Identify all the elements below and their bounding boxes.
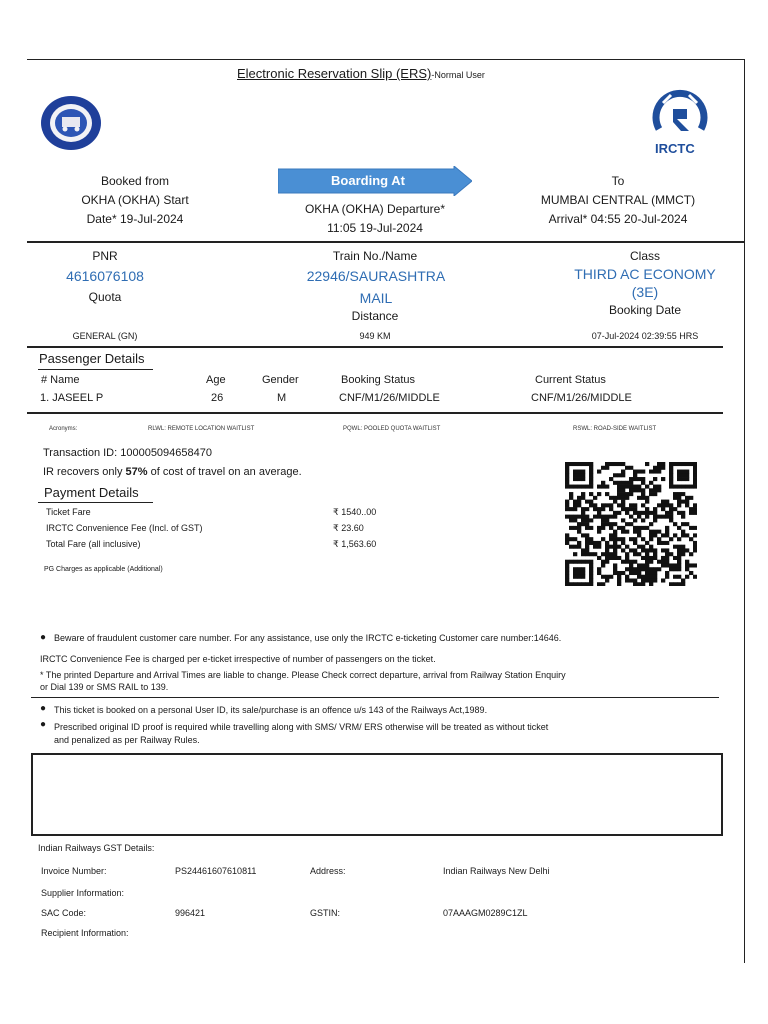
col-header-age: Age [206, 374, 226, 386]
col-header-name: # Name [41, 374, 80, 386]
boarding-time: 11:05 19-Jul-2024 [327, 221, 423, 235]
gstin-label: GSTIN: [310, 908, 341, 918]
acronym-rswl: RSWL: ROAD-SIDE WAITLIST [573, 426, 657, 432]
passenger-age: 26 [211, 392, 224, 404]
invoice-number: PS24461607610811 [175, 866, 257, 876]
ticket-fare-label: Ticket Fare [46, 507, 91, 517]
booked-from-label: Booked from [100, 174, 170, 188]
supplier-info-label: Supplier Information: [41, 888, 125, 898]
divider [27, 412, 723, 414]
irctc-logo [649, 89, 711, 159]
ir-recovery-note: IR recovers only 57% of cost of travel on an average. [43, 466, 302, 478]
passenger-name: 1. JASEEL P [40, 392, 104, 404]
times-note-line1: * The printed Departure and Arrival Times are liable to change. Please Check correct departure, arrival from Railway Station Enquiry [40, 670, 566, 680]
divider [38, 502, 153, 503]
passenger-section-title: Passenger Details [39, 351, 145, 366]
address-value: Indian Railways New Delhi [443, 866, 550, 876]
from-date: Date* 19-Jul-2024 [86, 212, 184, 226]
qr-code [565, 462, 697, 586]
acronym-pqwl: PQWL: POOLED QUOTA WAITLIST [343, 426, 441, 432]
to-label: To [611, 174, 625, 188]
sac-code: 996421 [175, 908, 206, 918]
irctc-logo-text: IRCTC [655, 141, 695, 156]
fraud-warning: Beware of fraudulent customer care number. For any assistance, use only the IRCTC e-ticketing Customer care number:14646. [54, 633, 562, 643]
boarding-at-label: Boarding At [331, 173, 405, 188]
payment-section-title: Payment Details [44, 485, 139, 500]
ticket-fare-value: ₹ 1540..00 [333, 507, 377, 517]
passenger-booking-status: CNF/M1/26/MIDDLE [339, 392, 440, 404]
bullet: ● [40, 632, 47, 643]
train-name-cont: MAIL [359, 290, 393, 306]
class-code: (3E) [631, 284, 659, 300]
total-fare-label: Total Fare (all inclusive) [46, 539, 141, 549]
indian-railways-logo [40, 95, 102, 156]
passenger-gender: M [277, 392, 287, 404]
times-note-line2: or Dial 139 or SMS RAIL to 139. [40, 682, 169, 692]
distance-value: 949 KM [359, 331, 391, 341]
bullet: ● [40, 719, 47, 730]
divider [27, 346, 723, 348]
acronym-rlwl: RLWL: REMOTE LOCATION WAITLIST [148, 426, 255, 432]
divider [31, 697, 719, 698]
pnr-label: PNR [92, 249, 118, 263]
id-proof-note-line2: and penalized as per Railway Rules. [54, 735, 200, 745]
pg-charges-note: PG Charges as applicable (Additional) [44, 566, 163, 573]
passenger-current-status: CNF/M1/26/MIDDLE [531, 392, 632, 404]
acronyms-label: Acronyms: [49, 426, 78, 432]
sac-label: SAC Code: [41, 908, 87, 918]
transaction-id: Transaction ID: 100005094658470 [43, 447, 212, 459]
invoice-label: Invoice Number: [41, 866, 107, 876]
to-arrival: Arrival* 04:55 20-Jul-2024 [548, 212, 688, 226]
convenience-fee-label: IRCTC Convenience Fee (Incl. of GST) [46, 523, 203, 533]
boarding-arrow [278, 166, 472, 196]
quota-value: GENERAL (GN) [72, 331, 138, 341]
convenience-fee-value: ₹ 23.60 [333, 523, 364, 533]
divider [38, 369, 153, 370]
blank-advertisement-box [31, 753, 723, 836]
gst-title: Indian Railways GST Details: [38, 843, 155, 853]
col-header-current-status: Current Status [535, 374, 606, 386]
boarding-station: OKHA (OKHA) Departure* [304, 202, 446, 216]
bullet: ● [40, 703, 47, 714]
pnr-value: 4616076108 [66, 268, 144, 284]
recipient-info-label: Recipient Information: [41, 928, 129, 938]
to-station: MUMBAI CENTRAL (MMCT) [540, 193, 696, 207]
booking-date-value: 07-Jul-2024 02:39:55 HRS [591, 331, 699, 341]
booking-date-label: Booking Date [608, 303, 682, 317]
class-value: THIRD AC ECONOMY [574, 266, 716, 282]
gstin-value: 07AAAGM0289C1ZL [443, 908, 528, 918]
class-label: Class [629, 249, 660, 263]
id-proof-note-line1: Prescribed original ID proof is required while travelling along with SMS/ VRM/ ERS otherwise will be treated as without ticket [54, 722, 549, 732]
quota-label: Quota [88, 290, 122, 304]
total-fare-value: ₹ 1,563.60 [333, 539, 377, 549]
distance-label: Distance [351, 309, 399, 323]
ticket-title: Electronic Reservation Slip (ERS)-Normal User [237, 66, 485, 81]
divider [27, 241, 745, 243]
personal-id-note: This ticket is booked on a personal User ID, its sale/purchase is an offence u/s 143 of the Railways Act,1989. [54, 705, 488, 715]
col-header-gender: Gender [262, 374, 299, 386]
train-label: Train No./Name [332, 249, 418, 263]
train-number-name: 22946/SAURASHTRA [306, 268, 446, 284]
col-header-booking-status: Booking Status [341, 374, 415, 386]
address-label: Address: [310, 866, 346, 876]
from-station: OKHA (OKHA) Start [81, 193, 189, 207]
convenience-fee-note: IRCTC Convenience Fee is charged per e-ticket irrespective of number of passengers on the ticket. [40, 654, 436, 664]
